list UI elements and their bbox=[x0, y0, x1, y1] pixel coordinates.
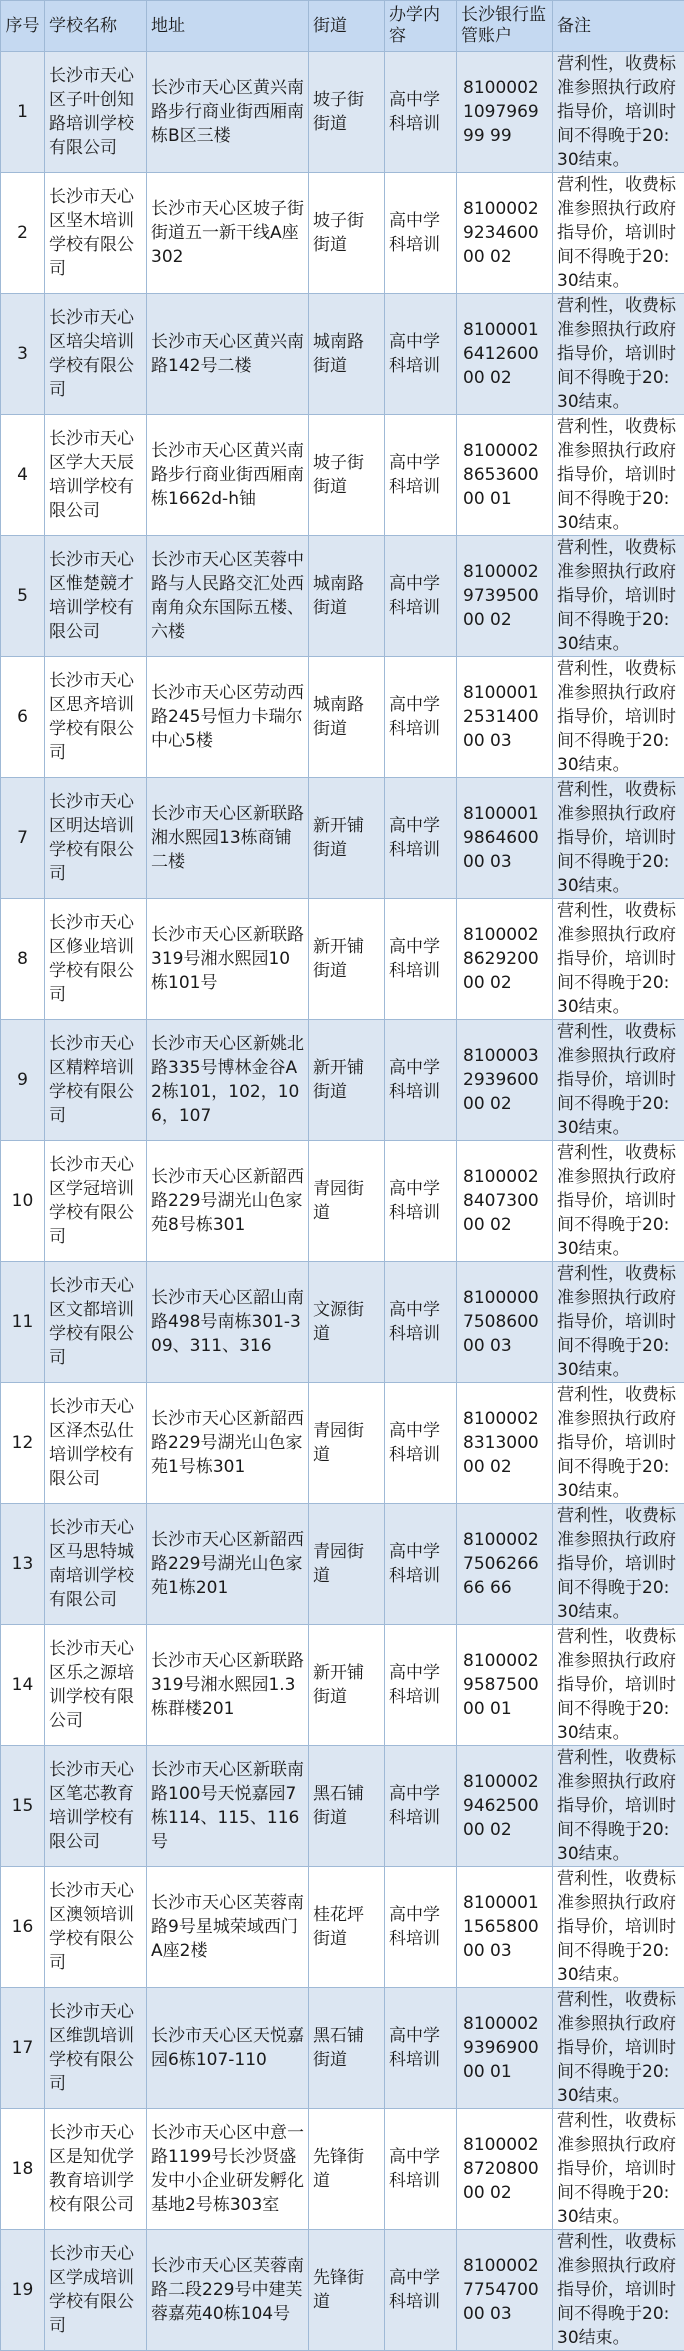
cell-street: 黑石铺街道 bbox=[309, 1746, 385, 1867]
cell-no: 2 bbox=[1, 173, 45, 294]
cell-account: 8100002958750000 01 bbox=[457, 1625, 553, 1746]
cell-content: 高中学科培训 bbox=[385, 1020, 457, 1141]
cell-account: 8100002865360000 01 bbox=[457, 415, 553, 536]
cell-no: 3 bbox=[1, 294, 45, 415]
cell-note: 营利性，收费标准参照执行政府指导价，培训时间不得晚于20:30结束。 bbox=[553, 1262, 684, 1383]
table-row bbox=[1, 1020, 684, 1141]
cell-content: 高中学科培训 bbox=[385, 52, 457, 173]
cell-school: 长沙市天心区思齐培训学校有限公司 bbox=[45, 657, 147, 778]
cell-note: 营利性，收费标准参照执行政府指导价，培训时间不得晚于20:30结束。 bbox=[553, 1867, 684, 1988]
cell-address: 长沙市天心区新姚北路335号博林金谷A2栋101，102，106，107 bbox=[147, 1020, 309, 1141]
cell-note: 营利性，收费标准参照执行政府指导价，培训时间不得晚于20:30结束。 bbox=[553, 415, 684, 536]
cell-no: 16 bbox=[1, 1867, 45, 1988]
cell-account: 8100001986460000 03 bbox=[457, 778, 553, 899]
cell-school: 长沙市天心区笔芯教育培训学校有限公司 bbox=[45, 1746, 147, 1867]
cell-street: 城南路街道 bbox=[309, 294, 385, 415]
cell-street: 青园街道 bbox=[309, 1383, 385, 1504]
cell-address: 长沙市天心区韶山南路498号南栋301-309、311、316 bbox=[147, 1262, 309, 1383]
cell-street: 先锋街道 bbox=[309, 2230, 385, 2351]
cell-account: 8100001156580000 03 bbox=[457, 1867, 553, 1988]
cell-address: 长沙市天心区劳动西路245号恒力卡瑞尔中心5楼 bbox=[147, 657, 309, 778]
cell-content: 高中学科培训 bbox=[385, 1262, 457, 1383]
cell-no: 9 bbox=[1, 1020, 45, 1141]
cell-school: 长沙市天心区乐之源培训学校有限公司 bbox=[45, 1625, 147, 1746]
cell-address: 长沙市天心区新联路319号湘水熙园1.3栋群楼201 bbox=[147, 1625, 309, 1746]
cell-street: 新开铺街道 bbox=[309, 778, 385, 899]
cell-account: 8100002973950000 02 bbox=[457, 536, 553, 657]
cell-no: 11 bbox=[1, 1262, 45, 1383]
cell-address: 长沙市天心区天悦嘉园6栋107-110 bbox=[147, 1988, 309, 2109]
cell-school: 长沙市天心区维凯培训学校有限公司 bbox=[45, 1988, 147, 2109]
table-row bbox=[1, 2109, 684, 2230]
cell-note: 营利性，收费标准参照执行政府指导价，培训时间不得晚于20:30结束。 bbox=[553, 2109, 684, 2230]
cell-school: 长沙市天心区学冠培训学校有限公司 bbox=[45, 1141, 147, 1262]
cell-account: 8100002775470000 03 bbox=[457, 2230, 553, 2351]
cell-account: 8100001253140000 03 bbox=[457, 657, 553, 778]
cell-account: 8100003293960000 02 bbox=[457, 1020, 553, 1141]
cell-content: 高中学科培训 bbox=[385, 1746, 457, 1867]
cell-content: 高中学科培训 bbox=[385, 899, 457, 1020]
cell-address: 长沙市天心区芙蓉南路二段229号中建芙蓉嘉苑40栋104号 bbox=[147, 2230, 309, 2351]
header-note: 备注 bbox=[553, 1, 684, 52]
cell-note: 营利性，收费标准参照执行政府指导价，培训时间不得晚于20:30结束。 bbox=[553, 1020, 684, 1141]
cell-school: 长沙市天心区精粹培训学校有限公司 bbox=[45, 1020, 147, 1141]
cell-note: 营利性，收费标准参照执行政府指导价，培训时间不得晚于20:30结束。 bbox=[553, 1141, 684, 1262]
cell-note: 营利性，收费标准参照执行政府指导价，培训时间不得晚于20:30结束。 bbox=[553, 778, 684, 899]
cell-address: 长沙市天心区新联路湘水熙园13栋商铺二楼 bbox=[147, 778, 309, 899]
cell-school: 长沙市天心区学成培训学校有限公司 bbox=[45, 2230, 147, 2351]
cell-no: 4 bbox=[1, 415, 45, 536]
cell-street: 青园街道 bbox=[309, 1141, 385, 1262]
cell-school: 长沙市天心区泽杰弘仕培训学校有限公司 bbox=[45, 1383, 147, 1504]
cell-content: 高中学科培训 bbox=[385, 2230, 457, 2351]
cell-content: 高中学科培训 bbox=[385, 294, 457, 415]
header-school: 学校名称 bbox=[45, 1, 147, 52]
cell-no: 10 bbox=[1, 1141, 45, 1262]
cell-content: 高中学科培训 bbox=[385, 657, 457, 778]
cell-street: 黑石铺街道 bbox=[309, 1988, 385, 2109]
cell-school: 长沙市天心区文都培训学校有限公司 bbox=[45, 1262, 147, 1383]
cell-content: 高中学科培训 bbox=[385, 778, 457, 899]
cell-account: 8100002872080000 02 bbox=[457, 2109, 553, 2230]
table-row bbox=[1, 536, 684, 657]
cell-street: 新开铺街道 bbox=[309, 1020, 385, 1141]
cell-account: 8100001641260000 02 bbox=[457, 294, 553, 415]
table-row bbox=[1, 657, 684, 778]
cell-school: 长沙市天心区澳领培训学校有限公司 bbox=[45, 1867, 147, 1988]
cell-no: 18 bbox=[1, 2109, 45, 2230]
cell-address: 长沙市天心区黄兴南路142号二楼 bbox=[147, 294, 309, 415]
cell-note: 营利性，收费标准参照执行政府指导价，培训时间不得晚于20:30结束。 bbox=[553, 536, 684, 657]
cell-street: 坡子街街道 bbox=[309, 52, 385, 173]
cell-address: 长沙市天心区新韶西路229号湖光山色家苑1栋201 bbox=[147, 1504, 309, 1625]
cell-street: 坡子街街道 bbox=[309, 173, 385, 294]
table-row bbox=[1, 1504, 684, 1625]
table-body bbox=[1, 52, 684, 2351]
cell-street: 文源街道 bbox=[309, 1262, 385, 1383]
cell-content: 高中学科培训 bbox=[385, 536, 457, 657]
cell-street: 新开铺街道 bbox=[309, 899, 385, 1020]
header-row bbox=[1, 1, 684, 52]
cell-note: 营利性，收费标准参照执行政府指导价，培训时间不得晚于20:30结束。 bbox=[553, 1383, 684, 1504]
cell-content: 高中学科培训 bbox=[385, 415, 457, 536]
cell-content: 高中学科培训 bbox=[385, 1383, 457, 1504]
cell-school: 长沙市天心区明达培训学校有限公司 bbox=[45, 778, 147, 899]
cell-street: 城南路街道 bbox=[309, 536, 385, 657]
cell-address: 长沙市天心区新韶西路229号湖光山色家苑8号栋301 bbox=[147, 1141, 309, 1262]
cell-no: 14 bbox=[1, 1625, 45, 1746]
header-content: 办学内容 bbox=[385, 1, 457, 52]
cell-no: 8 bbox=[1, 899, 45, 1020]
cell-account: 8100002939690000 01 bbox=[457, 1988, 553, 2109]
cell-address: 长沙市天心区坡子街街道五一新干线A座302 bbox=[147, 173, 309, 294]
cell-note: 营利性，收费标准参照执行政府指导价，培训时间不得晚于20:30结束。 bbox=[553, 173, 684, 294]
table-row bbox=[1, 1746, 684, 1867]
cell-note: 营利性，收费标准参照执行政府指导价，培训时间不得晚于20:30结束。 bbox=[553, 1746, 684, 1867]
header-address: 地址 bbox=[147, 1, 309, 52]
table-row bbox=[1, 52, 684, 173]
header-account: 长沙银行监管账户 bbox=[457, 1, 553, 52]
cell-no: 1 bbox=[1, 52, 45, 173]
cell-address: 长沙市天心区黄兴南路步行商业街西厢南栋B区三楼 bbox=[147, 52, 309, 173]
cell-street: 先锋街道 bbox=[309, 2109, 385, 2230]
cell-account: 8100002750626666 66 bbox=[457, 1504, 553, 1625]
cell-note: 营利性，收费标准参照执行政府指导价，培训时间不得晚于20:30结束。 bbox=[553, 1988, 684, 2109]
cell-account: 8100002109796999 99 bbox=[457, 52, 553, 173]
cell-content: 高中学科培训 bbox=[385, 1141, 457, 1262]
cell-address: 长沙市天心区黄兴南路步行商业街西厢南栋1662d-h铀 bbox=[147, 415, 309, 536]
cell-no: 12 bbox=[1, 1383, 45, 1504]
cell-address: 长沙市天心区芙蓉南路9号星城荣域西门A座2楼 bbox=[147, 1867, 309, 1988]
cell-school: 长沙市天心区是知优学教育培训学校有限公司 bbox=[45, 2109, 147, 2230]
cell-account: 8100002923460000 02 bbox=[457, 173, 553, 294]
cell-account: 8100000750860000 03 bbox=[457, 1262, 553, 1383]
cell-no: 13 bbox=[1, 1504, 45, 1625]
cell-school: 长沙市天心区坚木培训学校有限公司 bbox=[45, 173, 147, 294]
cell-content: 高中学科培训 bbox=[385, 2109, 457, 2230]
cell-no: 15 bbox=[1, 1746, 45, 1867]
table-row bbox=[1, 1383, 684, 1504]
cell-content: 高中学科培训 bbox=[385, 1867, 457, 1988]
cell-content: 高中学科培训 bbox=[385, 1988, 457, 2109]
cell-address: 长沙市天心区中意一路1199号长沙贤盛发中小企业研发孵化基地2号栋303室 bbox=[147, 2109, 309, 2230]
table-row bbox=[1, 1867, 684, 1988]
cell-school: 长沙市天心区培尖培训学校有限公司 bbox=[45, 294, 147, 415]
cell-note: 营利性，收费标准参照执行政府指导价，培训时间不得晚于20:30结束。 bbox=[553, 899, 684, 1020]
cell-note: 营利性，收费标准参照执行政府指导价，培训时间不得晚于20:30结束。 bbox=[553, 1504, 684, 1625]
cell-street: 桂花坪街道 bbox=[309, 1867, 385, 1988]
cell-address: 长沙市天心区芙蓉中路与人民路交汇处西南角众东国际五楼、六楼 bbox=[147, 536, 309, 657]
cell-school: 长沙市天心区修业培训学校有限公司 bbox=[45, 899, 147, 1020]
table-row bbox=[1, 899, 684, 1020]
table-row bbox=[1, 778, 684, 899]
cell-note: 营利性，收费标准参照执行政府指导价，培训时间不得晚于20:30结束。 bbox=[553, 657, 684, 778]
cell-school: 长沙市天心区马思特城南培训学校有限公司 bbox=[45, 1504, 147, 1625]
cell-street: 新开铺街道 bbox=[309, 1625, 385, 1746]
cell-account: 8100002840730000 02 bbox=[457, 1141, 553, 1262]
cell-no: 17 bbox=[1, 1988, 45, 2109]
cell-content: 高中学科培训 bbox=[385, 173, 457, 294]
cell-street: 青园街道 bbox=[309, 1504, 385, 1625]
cell-address: 长沙市天心区新联路319号湘水熙园10栋101号 bbox=[147, 899, 309, 1020]
table-row bbox=[1, 2230, 684, 2351]
table-row bbox=[1, 415, 684, 536]
table-row bbox=[1, 1262, 684, 1383]
cell-note: 营利性，收费标准参照执行政府指导价，培训时间不得晚于20:30结束。 bbox=[553, 52, 684, 173]
cell-address: 长沙市天心区新韶西路229号湖光山色家苑1号栋301 bbox=[147, 1383, 309, 1504]
cell-street: 坡子街街道 bbox=[309, 415, 385, 536]
header-street: 街道 bbox=[309, 1, 385, 52]
cell-note: 营利性，收费标准参照执行政府指导价，培训时间不得晚于20:30结束。 bbox=[553, 2230, 684, 2351]
cell-content: 高中学科培训 bbox=[385, 1625, 457, 1746]
cell-note: 营利性，收费标准参照执行政府指导价，培训时间不得晚于20:30结束。 bbox=[553, 294, 684, 415]
table-header bbox=[1, 1, 684, 52]
table-row bbox=[1, 1141, 684, 1262]
cell-account: 8100002946250000 02 bbox=[457, 1746, 553, 1867]
cell-content: 高中学科培训 bbox=[385, 1504, 457, 1625]
table-row bbox=[1, 294, 684, 415]
cell-no: 6 bbox=[1, 657, 45, 778]
cell-school: 长沙市天心区子叶创知路培训学校有限公司 bbox=[45, 52, 147, 173]
cell-street: 城南路街道 bbox=[309, 657, 385, 778]
cell-account: 8100002831300000 02 bbox=[457, 1383, 553, 1504]
cell-note: 营利性，收费标准参照执行政府指导价，培训时间不得晚于20:30结束。 bbox=[553, 1625, 684, 1746]
header-no: 序号 bbox=[1, 1, 45, 52]
cell-school: 长沙市天心区惟楚競才培训学校有限公司 bbox=[45, 536, 147, 657]
cell-no: 5 bbox=[1, 536, 45, 657]
cell-account: 8100002862920000 02 bbox=[457, 899, 553, 1020]
cell-no: 7 bbox=[1, 778, 45, 899]
cell-school: 长沙市天心区学大天辰培训学校有限公司 bbox=[45, 415, 147, 536]
cell-address: 长沙市天心区新联南路100号天悦嘉园7栋114、115、116号 bbox=[147, 1746, 309, 1867]
table-row bbox=[1, 1625, 684, 1746]
cell-no: 19 bbox=[1, 2230, 45, 2351]
table-row bbox=[1, 173, 684, 294]
table-row bbox=[1, 1988, 684, 2109]
